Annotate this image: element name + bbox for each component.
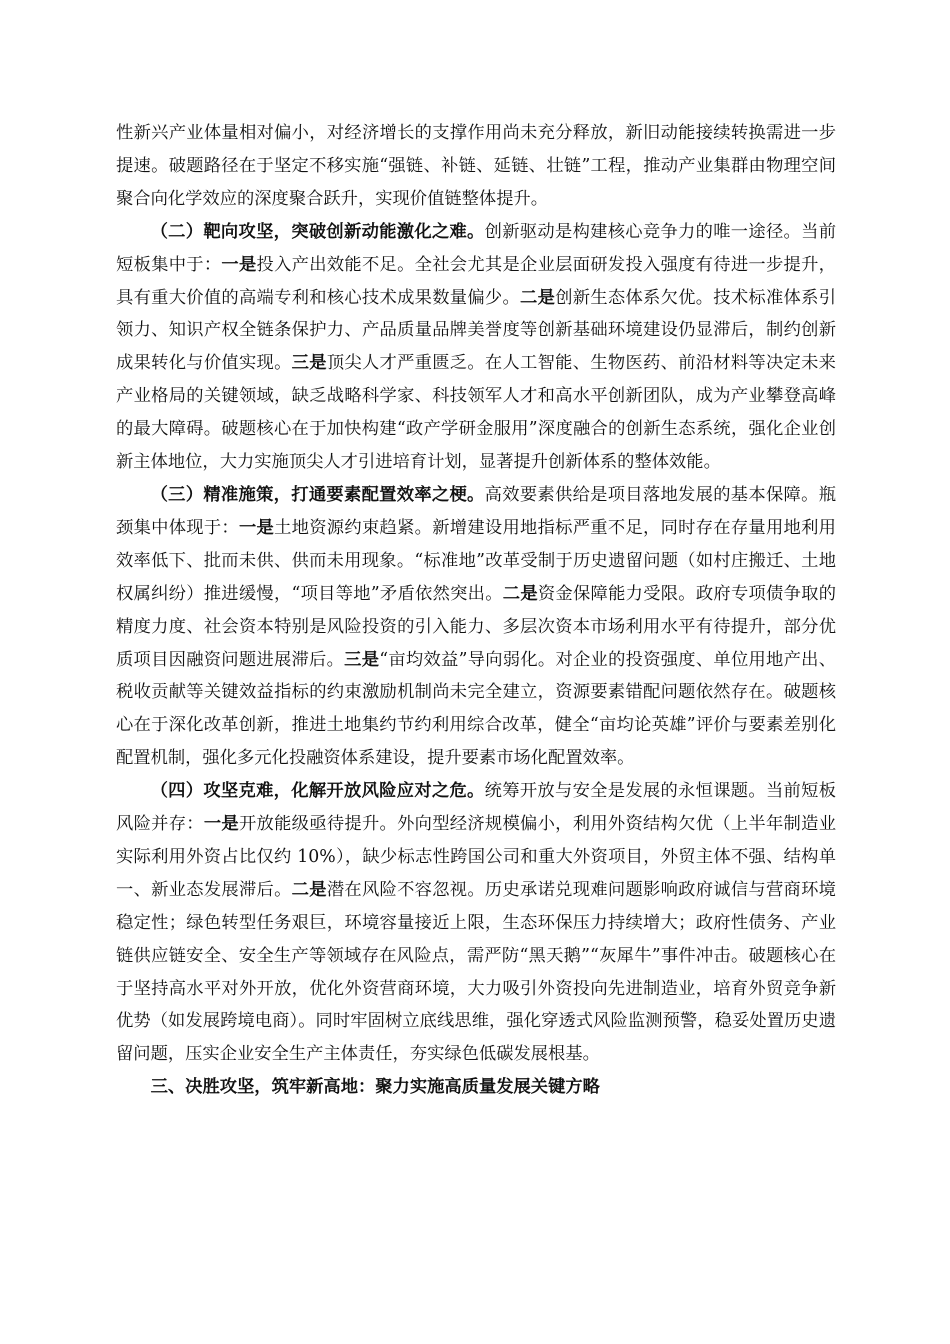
paragraph-text: 投入产出效能不足。全社会尤其是企业层面研发投入强度有待进一步提升，具有重大价值的高端专利和核心技术成果数量偏少。 [116, 254, 836, 308]
point-marker: 二是 [520, 287, 556, 308]
point-marker: 二是 [291, 879, 327, 900]
paragraph-factors [116, 479, 836, 775]
paragraph-opening-risk [116, 775, 836, 1071]
paragraph-innovation [116, 216, 836, 479]
paragraph-text: 统筹开放与安全是发展的永恒课题。当前短板风险并存： [116, 781, 836, 835]
paragraph-text: 顶尖人才严重匮乏。在人工智能、生物医药、前沿材料等决定未来产业格局的关键领域，缺乏战略科学家、科技领军人才和高水平创新团队，成为产业攀登高峰的最大障碍。破题核心在于加快构建“政产学研金服用”深度融合的创新生态系统，强化企业创新主体地位，大力实施顶尖人才引进培育计划，显著提升创新体系的整体效能。 [116, 353, 836, 473]
paragraph-text: 资金保障能力受限。政府专项债争取的精度力度、社会资本特别是风险投资的引入能力、多层次资本市场利用水平有待提升，部分优质项目因融资问题进展滞后。 [116, 583, 836, 670]
paragraph-continuation [116, 117, 836, 216]
paragraph-text: 潜在风险不容忽视。历史承诺兑现难问题影响政府诚信与营商环境稳定性；绿色转型任务艰巨，环境容量接近上限，生态环保压力持续增大；政府性债务、产业链供应链安全、安全生产等领域存在风险点，需严防“黑天鹅”“灰犀牛”事件冲击。破题核心在于坚持高水平对外开放，优化外资营商环境，大力吸引外资投向先进制造业，培育外贸竞争新优势（如发展跨境电商）。同时牢固树立底线思维，强化穿透式风险监测预警，稳妥处置历史遗留问题，压实企业安全生产主体责任，夯实绿色低碳发展根基。 [116, 879, 836, 1065]
point-marker: 一是 [203, 814, 239, 835]
document-page [116, 117, 836, 1104]
paragraph-text: 性新兴产业体量相对偏小，对经济增长的支撑作用尚未充分释放，新旧动能接续转换需进一步提速。破题路径在于坚定不移实施“强链、补链、延链、壮链”工程，推动产业集群由物理空间聚合向化学效应的深度聚合跃升，实现价值链整体提升。 [116, 123, 836, 209]
point-marker: 一是 [221, 254, 257, 275]
paragraph-text: “亩均效益”导向弱化。对企业的投资强度、单位用地产出、税收贡献等关键效益指标的约束激励机制尚未完全建立，资源要素错配问题依然存在。破题核心在于深化改革创新，推进土地集约节约利用综合改革，健全“亩均论英雄”评价与要素差别化配置机制，强化多元化投融资体系建设，提升要素市场化配置效率。 [116, 649, 836, 769]
paragraph-text: 创新生态体系欠优。技术标准体系引领力、知识产权全链条保护力、产品质量品牌美誉度等创新基础环境建设仍显滞后，制约创新成果转化与价值实现。 [116, 287, 836, 374]
paragraph-text: 土地资源约束趋紧。新增建设用地指标严重不足，同时存在存量用地利用效率低下、批而未供、供而未用现象。“标准地”改革受制于历史遗留问题（如村庄搬迁、土地权属纠纷）推进缓慢，“项目等地”矛盾依然突出。 [116, 517, 836, 604]
section-heading-3: 三、决胜攻坚，筑牢新高地：聚力实施高质量发展关键方略 [150, 1077, 600, 1098]
section-title-3: （三）精准施策，打通要素配置效率之梗。 [150, 484, 485, 505]
section-title-4: （四）攻坚克难，化解开放风险应对之危。 [150, 781, 485, 802]
point-marker: 二是 [502, 583, 538, 604]
section-title-2: （二）靶向攻坚，突破创新动能激化之难。 [150, 221, 485, 242]
paragraph-text: 高效要素供给是项目落地发展的基本保障。瓶颈集中体现于： [116, 484, 836, 538]
point-marker: 三是 [344, 649, 380, 670]
point-marker: 一是 [238, 517, 275, 538]
paragraph-text: 开放能级亟待提升。外向型经济规模偏小，利用外资结构欠优（上半年制造业实际利用外资占比仅约 10%），缺少标志性跨国公司和重大外资项目，外贸主体不强、结构单一、新业态发展滞后。 [116, 814, 836, 900]
paragraph-text: 创新驱动是构建核心竞争力的唯一途径。当前短板集中于： [116, 221, 836, 275]
point-marker: 三是 [291, 353, 327, 374]
